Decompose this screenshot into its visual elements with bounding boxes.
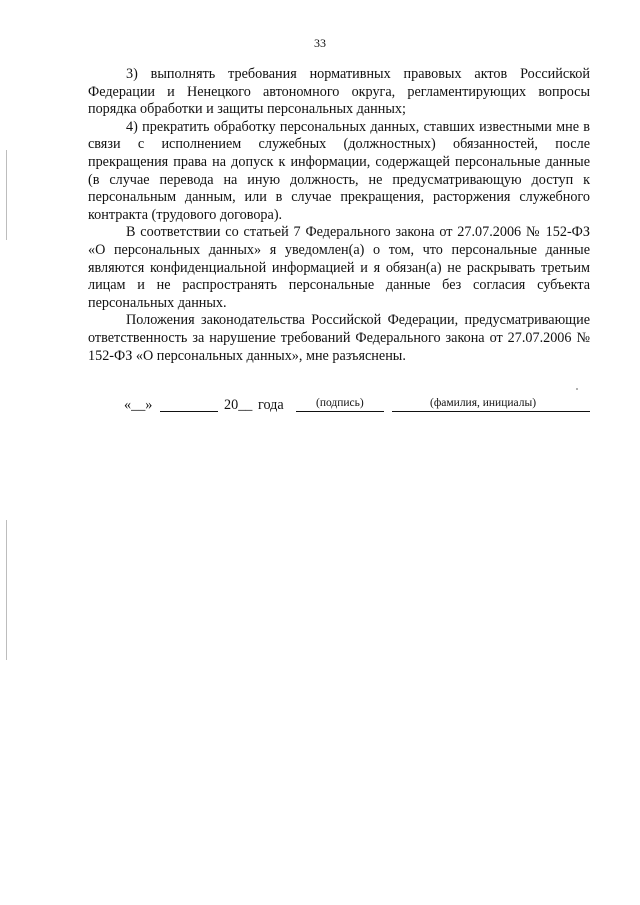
- date-year-prefix: 20__: [224, 397, 253, 413]
- paragraph-provisions: Положения законодательства Российской Федерации, предусматривающие ответственность за нарушение требований Федерального закона от 27.07.2006 № 152-ФЗ «О персональных данных», мне разъяснены.: [88, 312, 590, 364]
- date-day-blank: «__»: [124, 397, 153, 413]
- date-year-suffix: года: [258, 397, 284, 413]
- name-caption: (фамилия, инициалы): [430, 397, 537, 409]
- signature-caption: (подпись): [316, 397, 364, 409]
- paragraph-item-4: 4) прекратить обработку персональных данных, ставших известными мне в связи с исполнением служебных (должностных) обязанностей, после прекращения права на допуск к информации, содержащей персональные данные (в случае перевода на иную должность, не предусматривающую доступ к персональным данным, или в случае прекращения, расторжения служебного контракта (трудового договора).: [88, 118, 590, 223]
- date-month-blank: [160, 397, 218, 412]
- signature-line: [124, 397, 594, 437]
- scan-edge-mark: [6, 150, 7, 240]
- page-number: 33: [314, 36, 326, 50]
- scan-speck: [576, 388, 578, 390]
- document-body: [88, 66, 590, 365]
- scan-edge-mark: [6, 520, 7, 660]
- paragraph-item-3: 3) выполнять требования нормативных правовых актов Российской Федерации и Ненецкого автономного округа, регламентирующих вопросы порядка обработки и защиты персональных данных;: [88, 66, 590, 118]
- paragraph-notice: В соответствии со статьей 7 Федерального закона от 27.07.2006 № 152-ФЗ «О персональных данных» я уведомлен(а) о том, что персональные данные являются конфиденциальной информацией и я обязан(а) не раскрывать третьим лицам и не распространять персональные данные без согласия субъекта персональных данных.: [88, 224, 590, 311]
